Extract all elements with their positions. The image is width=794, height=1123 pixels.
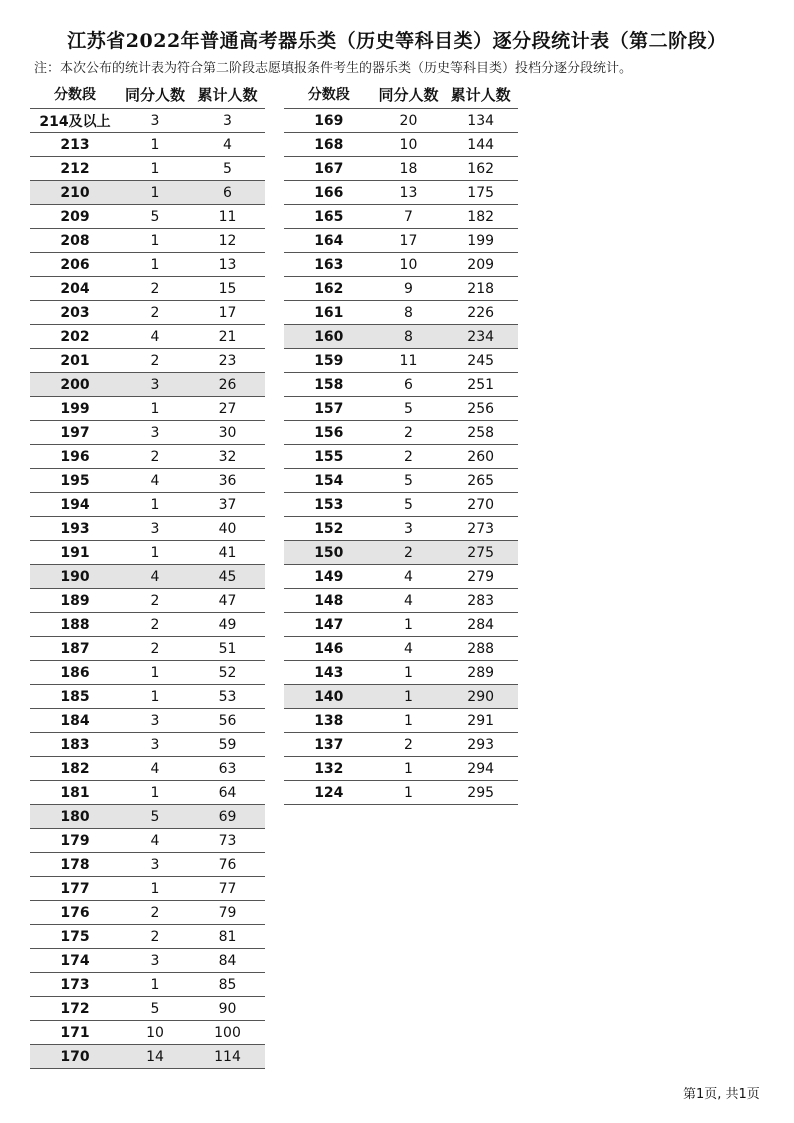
table-row <box>30 757 265 781</box>
table-row <box>30 973 265 997</box>
cell-score: 176 <box>60 904 90 921</box>
cell-cum: 291 <box>467 712 495 729</box>
cell-score: 184 <box>60 712 90 729</box>
cell-cum: 63 <box>218 760 237 777</box>
table-row <box>284 733 518 757</box>
cell-same: 1 <box>404 784 413 801</box>
table-row <box>284 781 518 805</box>
cell-cum: 23 <box>218 352 237 369</box>
table-row <box>30 1045 265 1069</box>
cell-score: 193 <box>60 520 90 537</box>
cell-score: 152 <box>314 520 344 537</box>
table-row <box>30 181 265 205</box>
cell-same: 3 <box>150 856 160 873</box>
cell-cum: 3 <box>223 112 232 129</box>
cell-score: 181 <box>60 784 90 801</box>
cell-same: 1 <box>404 760 413 777</box>
table-header <box>30 80 265 108</box>
cell-score: 149 <box>314 568 344 585</box>
page-footer: 第1页, 共1页 <box>683 1087 760 1102</box>
cell-cum: 15 <box>218 280 237 297</box>
cell-cum: 245 <box>467 352 495 369</box>
cell-same: 1 <box>150 400 160 417</box>
cell-cum: 17 <box>218 304 237 321</box>
note-text: 注：本次公布的统计表为符合第二阶段志愿填报条件考生的器乐类（历史等科目类）投档分逐分段统计。 <box>34 61 633 76</box>
cell-score: 210 <box>60 184 90 201</box>
table-row <box>284 661 518 685</box>
table-row <box>30 997 265 1021</box>
cell-score: 175 <box>60 928 90 945</box>
cell-cum: 251 <box>467 376 495 393</box>
cell-same: 4 <box>150 328 160 345</box>
table-row <box>30 541 265 565</box>
table-row <box>30 109 265 133</box>
cell-cum: 76 <box>218 856 237 873</box>
cell-cum: 41 <box>218 544 237 561</box>
cell-score: 191 <box>60 544 90 561</box>
table-row <box>30 349 265 373</box>
cell-cum: 59 <box>218 736 237 753</box>
cell-score: 208 <box>60 232 90 249</box>
table-row <box>284 349 518 373</box>
cell-cum: 226 <box>467 304 495 321</box>
cell-score: 180 <box>60 808 90 825</box>
cell-score: 174 <box>60 952 90 969</box>
cell-score: 172 <box>60 1000 90 1017</box>
cell-score: 171 <box>60 1024 90 1041</box>
cell-score: 178 <box>60 856 90 873</box>
cell-same: 1 <box>150 664 160 681</box>
cell-score: 188 <box>60 616 90 633</box>
cell-same: 5 <box>404 472 413 489</box>
cell-same: 2 <box>150 280 160 297</box>
table-row <box>30 925 265 949</box>
cell-cum: 30 <box>218 424 237 441</box>
cell-cum: 265 <box>467 472 495 489</box>
cell-cum: 13 <box>218 256 237 273</box>
cell-same: 1 <box>150 688 160 705</box>
table-row <box>284 541 518 565</box>
cell-score: 163 <box>314 256 344 273</box>
cell-score: 203 <box>60 304 90 321</box>
cell-score: 147 <box>314 616 344 633</box>
cell-cum: 73 <box>218 832 237 849</box>
table-row <box>284 613 518 637</box>
cell-same: 1 <box>150 256 160 273</box>
cell-same: 1 <box>404 712 413 729</box>
cell-score: 196 <box>60 448 90 465</box>
cell-cum: 290 <box>467 688 495 705</box>
cell-same: 5 <box>150 808 160 825</box>
cell-same: 3 <box>150 712 160 729</box>
cell-same: 10 <box>399 136 418 153</box>
table-row <box>30 589 265 613</box>
cell-cum: 90 <box>218 1000 237 1017</box>
cell-same: 1 <box>150 544 160 561</box>
cell-cum: 49 <box>218 616 237 633</box>
cell-cum: 209 <box>467 256 495 273</box>
cell-cum: 256 <box>467 400 495 417</box>
cell-cum: 100 <box>214 1024 241 1041</box>
cell-score: 161 <box>314 304 344 321</box>
table-row <box>284 421 518 445</box>
cell-same: 1 <box>404 616 413 633</box>
cell-same: 1 <box>150 976 160 993</box>
table-row <box>284 685 518 709</box>
cell-same: 5 <box>150 1000 160 1017</box>
cell-same: 2 <box>150 616 160 633</box>
cell-same: 17 <box>399 232 418 249</box>
cell-cum: 47 <box>218 592 237 609</box>
table-row <box>30 829 265 853</box>
cell-cum: 69 <box>218 808 237 825</box>
cell-same: 4 <box>404 592 413 609</box>
cell-cum: 114 <box>214 1048 241 1065</box>
table-row <box>284 253 518 277</box>
cell-cum: 11 <box>218 208 237 225</box>
cell-score: 166 <box>314 184 344 201</box>
cell-same: 1 <box>150 784 160 801</box>
cell-same: 4 <box>150 472 160 489</box>
cell-same: 10 <box>146 1024 164 1041</box>
cell-score: 164 <box>314 232 344 249</box>
table-row <box>30 565 265 589</box>
cell-cum: 162 <box>467 160 495 177</box>
cell-cum: 4 <box>223 136 232 153</box>
table-row <box>284 493 518 517</box>
table-row <box>30 613 265 637</box>
cell-score: 204 <box>60 280 90 297</box>
cell-same: 2 <box>404 448 413 465</box>
cell-score: 137 <box>314 736 344 753</box>
table-header <box>284 80 518 108</box>
cell-cum: 77 <box>218 880 237 897</box>
cell-score: 138 <box>314 712 344 729</box>
table-row <box>284 205 518 229</box>
cell-same: 8 <box>404 328 413 345</box>
cell-score: 194 <box>60 496 90 513</box>
cell-same: 20 <box>399 112 418 129</box>
header-cum: 累计人数 <box>197 85 258 104</box>
cell-score: 132 <box>314 760 344 777</box>
table-row <box>30 373 265 397</box>
cell-same: 8 <box>404 304 413 321</box>
cell-same: 3 <box>150 952 160 969</box>
cell-score: 167 <box>314 160 344 177</box>
cell-same: 10 <box>399 256 418 273</box>
cell-cum: 295 <box>467 784 495 801</box>
cell-cum: 81 <box>218 928 237 945</box>
table-row <box>30 301 265 325</box>
table-row <box>284 589 518 613</box>
table-row <box>30 205 265 229</box>
table-row <box>30 661 265 685</box>
cell-cum: 6 <box>223 184 232 201</box>
cell-score: 209 <box>60 208 90 225</box>
cell-score: 202 <box>60 328 90 345</box>
cell-cum: 289 <box>467 664 495 681</box>
cell-same: 4 <box>404 640 413 657</box>
table-row <box>284 709 518 733</box>
cell-score: 150 <box>314 544 344 561</box>
cell-cum: 36 <box>218 472 237 489</box>
cell-score: 189 <box>60 592 90 609</box>
cell-cum: 218 <box>467 280 495 297</box>
cell-cum: 258 <box>467 424 495 441</box>
table-row <box>284 229 518 253</box>
table-row <box>284 469 518 493</box>
cell-score: 213 <box>60 136 90 153</box>
table-row <box>30 397 265 421</box>
cell-same: 2 <box>404 424 413 441</box>
cell-cum: 84 <box>218 952 237 969</box>
table-row <box>30 805 265 829</box>
cell-same: 1 <box>150 496 160 513</box>
cell-score: 206 <box>60 256 90 273</box>
cell-same: 1 <box>150 880 160 897</box>
cell-score: 183 <box>60 736 90 753</box>
cell-score: 212 <box>60 160 90 177</box>
cell-score: 173 <box>60 976 90 993</box>
cell-same: 3 <box>150 736 160 753</box>
table-row <box>30 781 265 805</box>
table-row <box>284 757 518 781</box>
cell-cum: 288 <box>467 640 495 657</box>
header-score: 分数段 <box>54 87 96 103</box>
cell-cum: 52 <box>218 664 237 681</box>
cell-cum: 27 <box>218 400 237 417</box>
cell-cum: 270 <box>467 496 495 513</box>
table-row <box>30 685 265 709</box>
cell-score: 159 <box>314 352 344 369</box>
table-row <box>30 277 265 301</box>
cell-same: 5 <box>404 496 413 513</box>
cell-score: 186 <box>60 664 90 681</box>
cell-same: 14 <box>146 1048 164 1065</box>
cell-cum: 51 <box>218 640 237 657</box>
cell-same: 13 <box>399 184 418 201</box>
table-row <box>284 325 518 349</box>
cell-score: 190 <box>60 568 90 585</box>
cell-same: 5 <box>150 208 160 225</box>
table-row <box>30 133 265 157</box>
cell-cum: 199 <box>467 232 495 249</box>
cell-cum: 279 <box>467 568 495 585</box>
table-body <box>284 108 518 805</box>
table-row <box>284 277 518 301</box>
table-row <box>30 949 265 973</box>
score-table-left <box>30 80 265 1069</box>
table-row <box>30 445 265 469</box>
table-row <box>30 853 265 877</box>
cell-score: 156 <box>314 424 344 441</box>
cell-same: 6 <box>404 376 413 393</box>
cell-cum: 175 <box>467 184 495 201</box>
cell-score: 182 <box>60 760 90 777</box>
cell-cum: 45 <box>218 568 237 585</box>
cell-score: 143 <box>314 664 344 681</box>
cell-same: 2 <box>150 592 160 609</box>
table-row <box>284 637 518 661</box>
table-row <box>284 133 518 157</box>
table-row <box>284 517 518 541</box>
score-table-right <box>284 80 518 805</box>
cell-same: 4 <box>150 760 160 777</box>
cell-cum: 273 <box>467 520 495 537</box>
page-title: 江苏省2022年普通高考器乐类（历史等科目类）逐分段统计表（第二阶段） <box>67 30 727 52</box>
cell-cum: 182 <box>467 208 495 225</box>
table-row <box>30 253 265 277</box>
cell-same: 18 <box>399 160 418 177</box>
cell-score: 162 <box>314 280 344 297</box>
table-body <box>30 108 265 1069</box>
table-row <box>30 157 265 181</box>
cell-same: 4 <box>150 832 160 849</box>
cell-score: 179 <box>60 832 90 849</box>
cell-same: 3 <box>404 520 413 537</box>
cell-cum: 293 <box>467 736 495 753</box>
cell-same: 1 <box>404 688 413 705</box>
table-row <box>284 373 518 397</box>
cell-cum: 56 <box>218 712 237 729</box>
cell-score: 195 <box>60 472 90 489</box>
cell-score: 185 <box>60 688 90 705</box>
cell-score: 168 <box>314 136 344 153</box>
cell-same: 2 <box>150 928 160 945</box>
cell-same: 3 <box>150 520 160 537</box>
cell-same: 1 <box>150 184 160 201</box>
cell-score: 124 <box>314 784 344 801</box>
table-row <box>284 565 518 589</box>
cell-cum: 53 <box>218 688 237 705</box>
cell-same: 3 <box>150 376 160 393</box>
cell-cum: 37 <box>218 496 237 513</box>
cell-score: 148 <box>314 592 344 609</box>
table-row <box>284 157 518 181</box>
cell-same: 9 <box>404 280 413 297</box>
cell-score: 201 <box>60 352 90 369</box>
cell-same: 4 <box>404 568 413 585</box>
cell-cum: 26 <box>218 376 237 393</box>
cell-same: 1 <box>150 136 160 153</box>
cell-score: 140 <box>314 688 344 705</box>
cell-cum: 64 <box>218 784 237 801</box>
table-row <box>284 397 518 421</box>
cell-cum: 294 <box>467 760 495 777</box>
cell-cum: 32 <box>218 448 237 465</box>
table-row <box>30 709 265 733</box>
table-row <box>30 733 265 757</box>
cell-score: 214及以上 <box>39 113 111 130</box>
cell-score: 197 <box>60 424 90 441</box>
cell-score: 157 <box>314 400 344 417</box>
cell-same: 2 <box>150 304 160 321</box>
cell-same: 4 <box>150 568 160 585</box>
cell-cum: 5 <box>223 160 232 177</box>
cell-score: 200 <box>60 376 90 393</box>
cell-same: 2 <box>404 544 413 561</box>
table-row <box>30 901 265 925</box>
cell-score: 155 <box>314 448 344 465</box>
table-row <box>284 109 518 133</box>
cell-cum: 134 <box>467 112 495 129</box>
cell-same: 3 <box>150 112 160 129</box>
cell-cum: 85 <box>218 976 237 993</box>
table-row <box>30 517 265 541</box>
cell-score: 170 <box>60 1048 90 1065</box>
table-row <box>284 445 518 469</box>
table-row <box>30 1021 265 1045</box>
cell-cum: 283 <box>467 592 495 609</box>
cell-cum: 234 <box>467 328 495 345</box>
cell-same: 2 <box>150 448 160 465</box>
cell-score: 160 <box>314 328 344 345</box>
cell-score: 199 <box>60 400 90 417</box>
cell-same: 3 <box>150 424 160 441</box>
cell-score: 187 <box>60 640 90 657</box>
cell-cum: 79 <box>218 904 237 921</box>
cell-score: 177 <box>60 880 90 897</box>
cell-cum: 275 <box>467 544 495 561</box>
cell-cum: 284 <box>467 616 495 633</box>
table-row <box>30 229 265 253</box>
cell-same: 2 <box>404 736 413 753</box>
cell-cum: 40 <box>218 520 237 537</box>
table-row <box>30 421 265 445</box>
cell-score: 165 <box>314 208 344 225</box>
table-row <box>30 877 265 901</box>
cell-cum: 260 <box>467 448 495 465</box>
cell-same: 2 <box>150 640 160 657</box>
cell-same: 1 <box>150 160 160 177</box>
cell-score: 169 <box>314 112 344 129</box>
cell-same: 7 <box>404 208 413 225</box>
cell-same: 2 <box>150 904 160 921</box>
cell-score: 158 <box>314 376 344 393</box>
cell-cum: 12 <box>218 232 237 249</box>
header-same: 同分人数 <box>124 85 185 104</box>
cell-cum: 21 <box>218 328 237 345</box>
header-same: 同分人数 <box>378 85 439 104</box>
cell-same: 2 <box>150 352 160 369</box>
cell-same: 1 <box>150 232 160 249</box>
table-row <box>30 469 265 493</box>
table-row <box>30 637 265 661</box>
table-row <box>284 301 518 325</box>
cell-score: 154 <box>314 472 344 489</box>
cell-cum: 144 <box>467 136 495 153</box>
cell-score: 146 <box>314 640 344 657</box>
table-row <box>30 325 265 349</box>
cell-same: 1 <box>404 664 413 681</box>
table-row <box>30 493 265 517</box>
cell-score: 153 <box>314 496 344 513</box>
cell-same: 5 <box>404 400 413 417</box>
cell-same: 11 <box>399 352 418 369</box>
header-cum: 累计人数 <box>450 85 511 104</box>
header-score: 分数段 <box>307 87 350 103</box>
table-row <box>284 181 518 205</box>
